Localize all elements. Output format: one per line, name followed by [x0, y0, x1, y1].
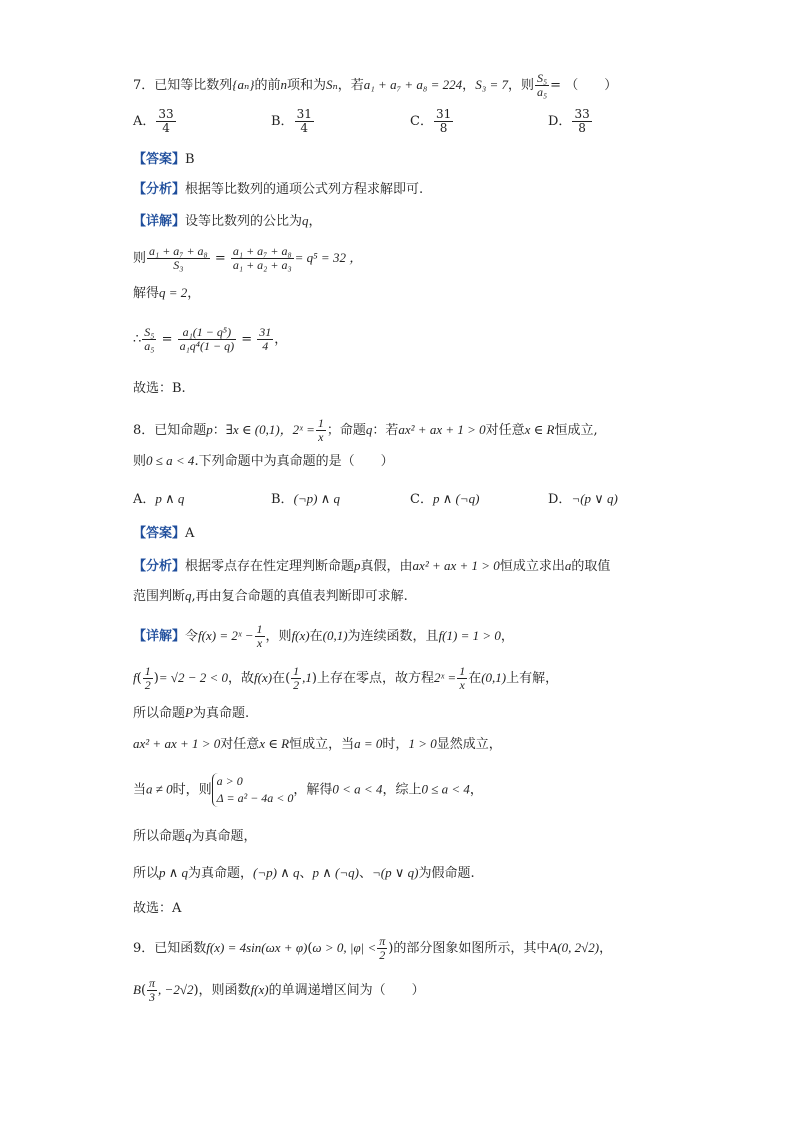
- q7-option-d: D． $\frac{33}{8}$: [548, 107, 590, 135]
- q8-analysis-line2: 范围判断q,再由复合命题的真值表判断即可求解.: [133, 588, 408, 604]
- q9-stem-line1: 9．已知函数f(x) = 4sin(ωx + φ)(ω > 0, |φ| < $\frac{\pi}{2}$ )的部分图象如图所示，其中A(0, 2√2)，: [133, 934, 613, 962]
- q7-answer: 【答案】B: [133, 152, 195, 167]
- q8-detail-line4: ax² + ax + 1 > 0对任意x ∈ R恒成立，当a = 0时，1 > 0显然成立，: [133, 736, 502, 752]
- q8-option-b: B．(¬p) ∧ q: [271, 491, 341, 507]
- q8-option-d: D．¬(p ∨ q): [548, 491, 618, 507]
- q8-detail-line6: 所以命题q为真命题，: [133, 828, 257, 844]
- q7-ratio: $\frac{\text{S₅}}{\text{a₅}}$: [537, 71, 548, 99]
- q7-choose: 故选：B.: [133, 381, 186, 396]
- q8-answer: 【答案】A: [133, 526, 195, 541]
- q8-detail-line1: 【详解】令f(x) = 2ˣ − $\frac{1}{x}$ ，则f(x)在(0,1)为连续函数，且f(1) = 1 > 0，: [133, 622, 514, 650]
- q7-stem: 7．已知等比数列{aₙ}的前n项和为Sₙ，若a₁ + a₇ + a₈ = 224，S₃ = 7，则 $\frac{\text{S₅}}{\text{a₅}}$ = （ ）: [133, 71, 618, 99]
- q8-option-c: C．p ∧ (¬q): [410, 491, 480, 507]
- q7-equation-1: 则 $\frac{\text{a₁ + a₇ + a₈}}{\text{S₃}}$ = $\frac{\text{a₁ + a₇ + a₈}}{\text{a₁ + a₂ + a₃}}$ = q⁵ = 32 ，: [133, 244, 363, 272]
- q8-option-a: A．p ∧ q: [133, 491, 185, 507]
- q7-analysis: 【分析】根据等比数列的通项公式列方程求解即可.: [133, 182, 424, 197]
- q9-stem-line2: B( $\frac{\pi}{3}$ , −2√2)，则函数f(x)的单调递增区间为（ ）: [133, 976, 425, 1004]
- q8-detail-line5: 当a ≠ 0时，则 a > 0 Δ = a² − 4a < 0 ，解得0 < a < 4，综上0 ≤ a < 4，: [133, 774, 483, 805]
- q7-option-b: B． $\frac{31}{4}$: [271, 107, 312, 135]
- q8-case-system: a > 0 Δ = a² − 4a < 0: [212, 773, 294, 807]
- q8-detail-line7: 所以p ∧ q为真命题，(¬p) ∧ q、p ∧ (¬q)、¬(p ∨ q)为假命题.: [133, 865, 475, 881]
- q7-option-c: C． $\frac{31}{8}$: [410, 107, 452, 135]
- q7-equation-2: ∴ $\frac{\text{S₅}}{\text{a₅}}$ = $\frac{\text{a₁(1 − q⁵)}}{\text{a₁q⁴(1 − q)}}$ = $\frac{31}{4}$ ，: [133, 325, 288, 353]
- q8-choose: 故选：A: [133, 901, 182, 916]
- q7-detail: 【详解】设等比数列的公比为q，: [133, 213, 322, 229]
- q8-analysis-line1: 【分析】根据零点存在性定理判断命题p真假，由ax² + ax + 1 > 0恒成立求出a的取值: [133, 558, 611, 574]
- q7-solve: 解得q = 2，: [133, 285, 201, 301]
- q8-stem-line1: 8．已知命题p：∃x ∈ (0,1)，2ˣ = $\frac{1}{x}$ ；命题q：若ax² + ax + 1 > 0对任意x ∈ R恒成立,: [133, 416, 598, 444]
- q8-detail-line3: 所以命题P为真命题.: [133, 705, 250, 721]
- q7-option-a: A． $\frac{33}{4}$: [133, 107, 174, 135]
- q8-stem-line2: 则0 ≤ a < 4.下列命题中为真命题的是（ ）: [133, 453, 394, 469]
- q8-detail-line2: f( $\frac{1}{2}$ )= √2 − 2 < 0，故f(x)在( $\frac{1}{2}$ ,1)上存在零点，故方程2ˣ = $\frac{1}{x}$ 在(0,1)上有解，: [133, 664, 559, 692]
